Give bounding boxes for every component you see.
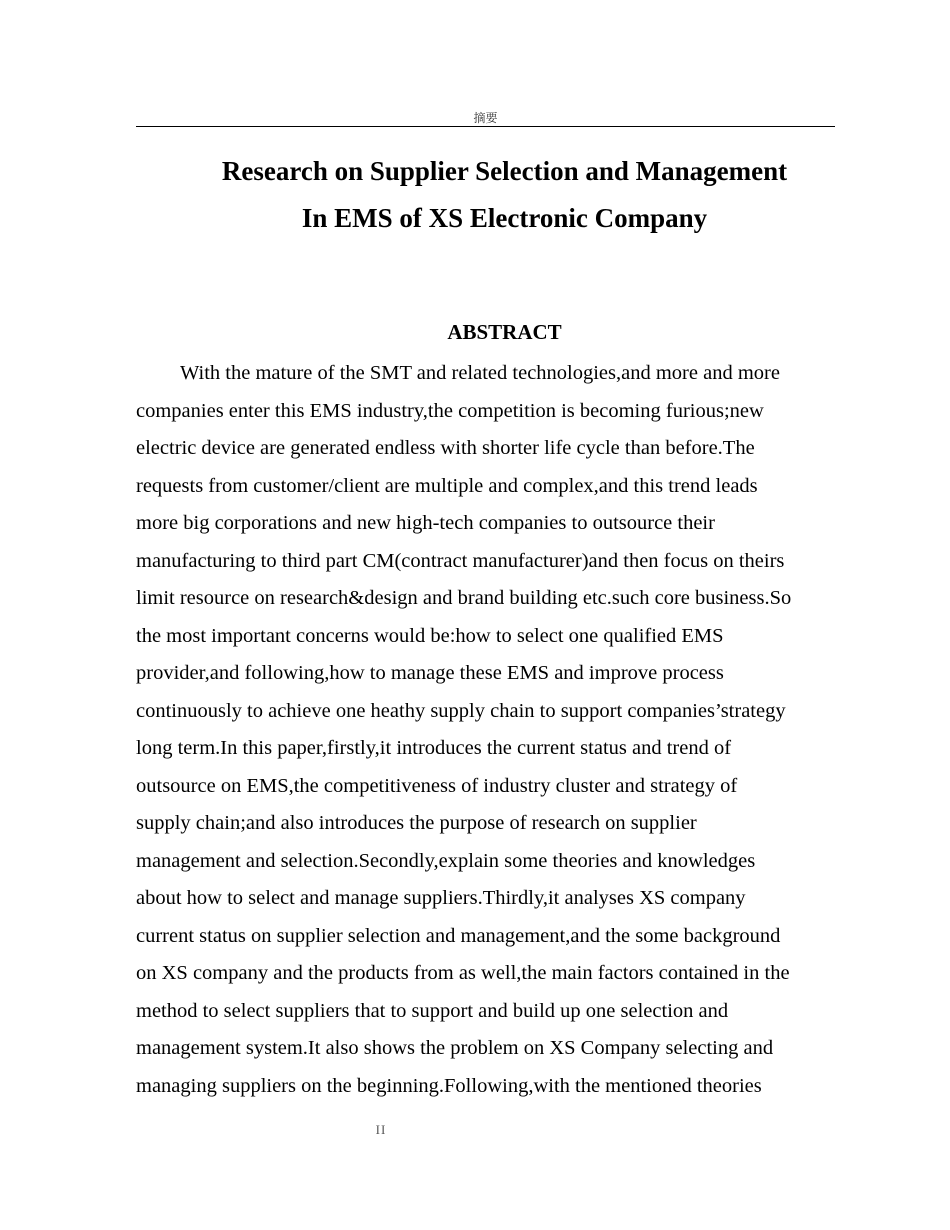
abstract-body [136, 355, 876, 1105]
page-number: II [375, 1122, 387, 1137]
paper-title-line-2: In EMS of XS Electronic Company [301, 203, 708, 233]
abstract-line: current status on supplier selection and management,and the some background [136, 924, 781, 947]
abstract-heading: ABSTRACT [447, 320, 562, 344]
abstract-line: on XS company and the products from as well,the main factors contained in the [136, 962, 790, 984]
abstract-line: management and selection.Secondly,explain some theories and knowledges [136, 849, 756, 872]
abstract-line: about how to select and manage suppliers.Thirdly,it analyses XS company [136, 887, 746, 909]
abstract-line: electric device are generated endless with shorter life cycle than before.The [136, 437, 755, 459]
abstract-line: requests from customer/client are multiple and complex,and this trend leads [136, 474, 758, 497]
abstract-line: supply chain;and also introduces the purpose of research on supplier [136, 812, 697, 834]
abstract-line: the most important concerns would be:how to select one qualified EMS [136, 624, 724, 647]
abstract-line: continuously to achieve one heathy supply chain to support companies’strategy [136, 699, 786, 722]
abstract-line: outsource on EMS,the competitiveness of industry cluster and strategy of [136, 774, 738, 797]
abstract-line: limit resource on research&design and brand building etc.such core business.So [136, 587, 792, 609]
abstract-line: more big corporations and new high-tech companies to outsource their [136, 512, 715, 534]
abstract-line: provider,and following,how to manage these EMS and improve process [136, 662, 724, 684]
abstract-line: managing suppliers on the beginning.Following,with the mentioned theories [136, 1074, 762, 1097]
abstract-line: With the mature of the SMT and related technologies,and more and more [180, 362, 780, 384]
paper-title-line-1: Research on Supplier Selection and Management [221, 156, 788, 186]
running-header: 摘要 [473, 111, 498, 125]
abstract-line: method to select suppliers that to support and build up one selection and [136, 999, 729, 1022]
header-rule [136, 126, 835, 127]
abstract-line: management system.It also shows the problem on XS Company selecting and [136, 1037, 774, 1059]
abstract-line: companies enter this EMS industry,the competition is becoming furious;new [136, 399, 764, 422]
abstract-line: long term.In this paper,firstly,it introduces the current status and trend of [136, 737, 732, 759]
abstract-line: manufacturing to third part CM(contract manufacturer)and then focus on theirs [136, 549, 785, 572]
